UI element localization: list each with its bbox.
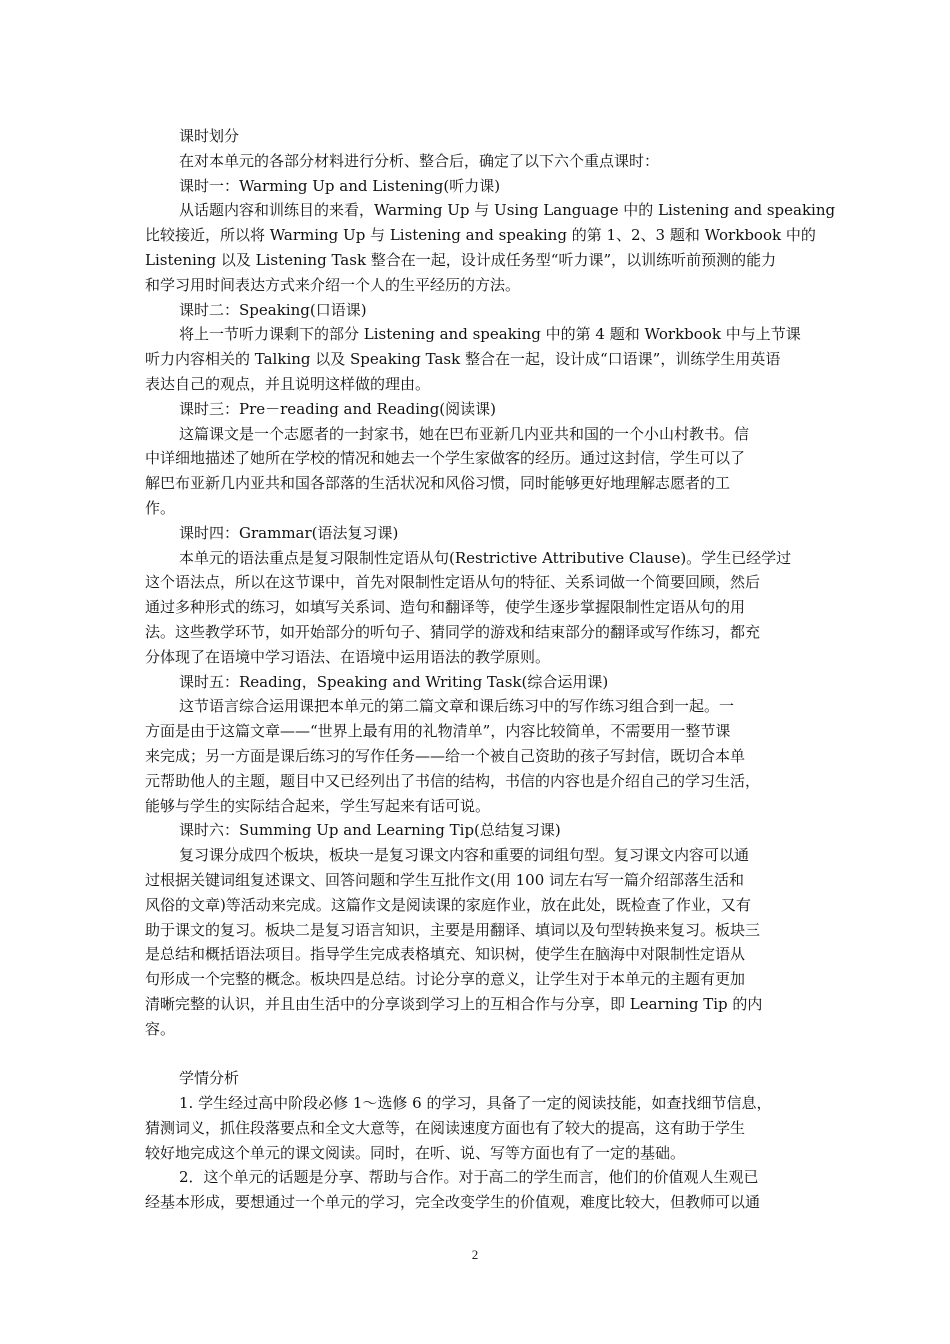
text-line: 较好地完成这个单元的课文阅读。同时，在听、说、写等方面也有了一定的基础。 <box>145 1143 686 1162</box>
text-line: 比较接近，所以将 Warming Up 与 Listening and speaking 的第 1、2、3 题和 Workbook 中的 <box>145 226 816 245</box>
text-line: 课时二：Speaking(口语课) <box>179 300 367 319</box>
text-line: 1. 学生经过高中阶段必修 1～选修 6 的学习，具备了一定的阅读技能，如查找细节信息， <box>179 1094 772 1113</box>
text-line: 能够与学生的实际结合起来，学生写起来有话可说。 <box>145 796 491 815</box>
text-line: 是总结和概括语法项目。指导学生完成表格填充、知识树，使学生在脑海中对限制性定语从 <box>145 945 746 964</box>
text-line: 复习课分成四个板块，板块一是复习课文内容和重要的词组句型。复习课文内容可以通 <box>179 846 750 865</box>
text-line: 在对本单元的各部分材料进行分析、整合后，确定了以下六个重点课时： <box>179 151 660 170</box>
text-line: 猜测词义，抓住段落要点和全文大意等，在阅读速度方面也有了较大的提高，这有助于学生 <box>145 1118 746 1137</box>
document-body <box>145 124 836 1215</box>
page-number: 2 <box>471 1247 479 1262</box>
section-gap <box>145 1041 810 1066</box>
text-line: 2．这个单元的话题是分享、帮助与合作。对于高二的学生而言，他们的价值观人生观已 <box>179 1168 759 1187</box>
text-line: 解巴布亚新几内亚共和国各部落的生活状况和风俗习惯，同时能够更好地理解志愿者的工 <box>145 474 731 493</box>
text-line: 元帮助他人的主题，题目中又已经列出了书信的结构，书信的内容也是介绍自己的学习生活， <box>145 771 761 790</box>
text-line: 听力内容相关的 Talking 以及 Speaking Task 整合在一起，设计成“口语课”，训练学生用英语 <box>145 350 781 369</box>
text-line: 方面是由于这篇文章——“世界上最有用的礼物清单”，内容比较简单，不需要用一整节课 <box>145 722 731 741</box>
text-line: 来完成；另一方面是课后练习的写作任务——给一个被自己资助的孩子写封信，既切合本单 <box>145 746 746 765</box>
text-line: Listening 以及 Listening Task 整合在一起，设计成任务型“听力课”，以训练听前预测的能力 <box>145 250 777 269</box>
text-line: 课时六：Summing Up and Learning Tip(总结复习课) <box>179 821 561 840</box>
text-line: 中详细地描述了她所在学校的情况和她去一个学生家做客的经历。通过这封信，学生可以了 <box>145 449 746 468</box>
text-line: 课时四：Grammar(语法复习课) <box>179 523 399 542</box>
text-line: 课时三：Pre－reading and Reading(阅读课) <box>179 399 497 418</box>
text-line: 清晰完整的认识，并且由生活中的分享谈到学习上的互相合作与分享，即 Learning Tip 的内 <box>145 994 763 1013</box>
text-line: 从话题内容和训练目的来看，Warming Up 与 Using Language 中的 Listening and speaking <box>179 201 836 220</box>
text-line: 分体现了在语境中学习语法、在语境中运用语法的教学原则。 <box>145 647 551 666</box>
text-line: 法。这些教学环节，如开始部分的听句子、猜同学的游戏和结束部分的翻译或写作练习，都充 <box>145 622 761 641</box>
text-line: 课时一：Warming Up and Listening(听力课) <box>179 176 501 195</box>
text-line: 和学习用时间表达方式来介绍一个人的生平经历的方法。 <box>145 275 521 294</box>
text-line: 表达自己的观点，并且说明这样做的理由。 <box>145 374 431 393</box>
text-line: 通过多种形式的练习，如填写关系词、造句和翻译等，使学生逐步掌握限制性定语从句的用 <box>145 598 746 617</box>
text-line: 作。 <box>145 498 176 517</box>
text-line: 课时划分 <box>179 127 240 145</box>
text-line: 这篇课文是一个志愿者的一封家书，她在巴布亚新几内亚共和国的一个小山村教书。信 <box>179 424 750 443</box>
text-line: 过根据关键词组复述课文、回答问题和学生互批作文(用 100 词左右写一篇介绍部落生活和 <box>145 870 745 889</box>
text-line: 课时五：Reading，Speaking and Writing Task(综合运用课) <box>179 672 609 691</box>
text-line: 学情分析 <box>179 1069 240 1088</box>
text-line: 句形成一个完整的概念。板块四是总结。讨论分享的意义，让学生对于本单元的主题有更加 <box>145 970 746 989</box>
text-line: 将上一节听力课剩下的部分 Listening and speaking 中的第 4 题和 Workbook 中与上节课 <box>179 325 801 344</box>
text-line: 助于课文的复习。板块二是复习语言知识，主要是用翻译、填词以及句型转换来复习。板块三 <box>145 920 761 939</box>
text-line: 容。 <box>145 1019 176 1038</box>
text-line: 经基本形成，要想通过一个单元的学习，完全改变学生的价值观，难度比较大，但教师可以通 <box>145 1193 761 1212</box>
text-line: 风俗的文章)等活动来完成。这篇作文是阅读课的家庭作业，放在此处，既检查了作业，又有 <box>145 895 751 914</box>
text-line: 本单元的语法重点是复习限制性定语从句(Restrictive Attributive Clause)。学生已经学过 <box>179 548 792 567</box>
text-line: 这个语法点，所以在这节课中，首先对限制性定语从句的特征、关系词做一个简要回顾，然后 <box>145 573 761 592</box>
text-line: 这节语言综合运用课把本单元的第二篇文章和课后练习中的写作练习组合到一起。一 <box>179 697 735 716</box>
